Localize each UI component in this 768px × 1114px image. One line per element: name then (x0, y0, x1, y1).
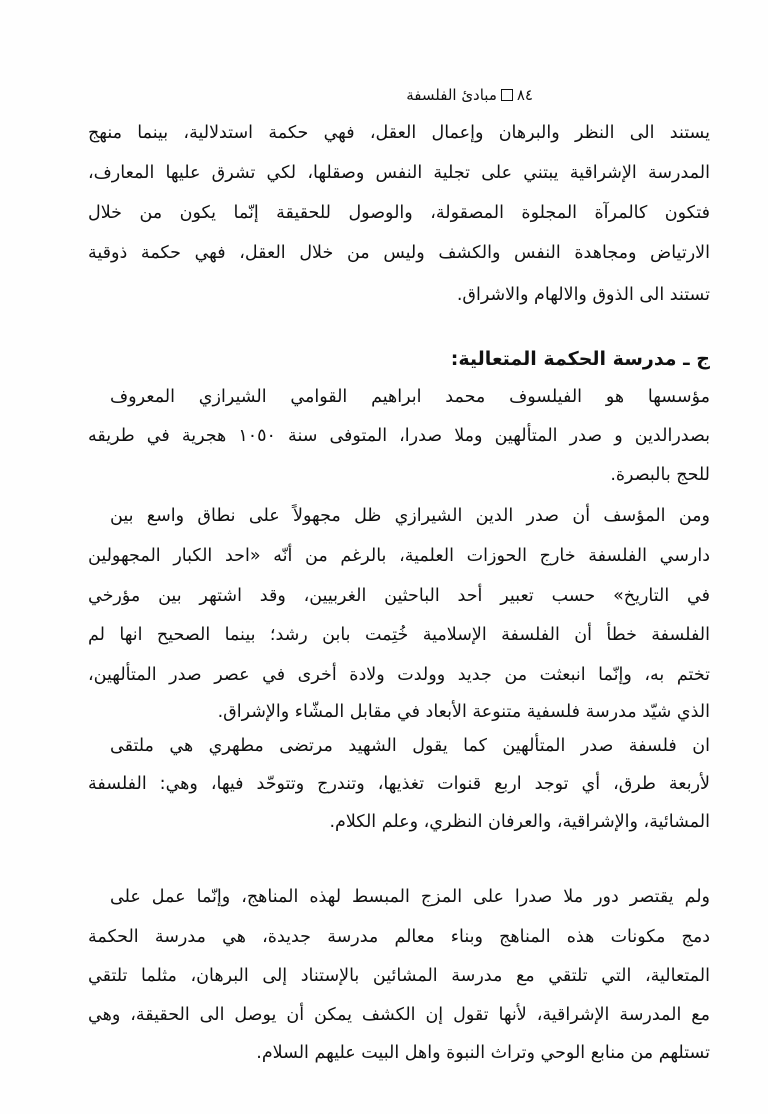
paragraph-5-line: تستلهم من منابع الوحي وتراث النبوة واهل البيت عليهم السلام. (256, 1043, 710, 1063)
paragraph-2-line: للحج بالبصرة. (610, 465, 710, 485)
paragraph-3-line: ومن المؤسف أن صدر الدين الشيرازي ظل مجهولاً على نطاق واسع بين (110, 506, 710, 526)
paragraph-5-line: دمج مكونات هذه المناهج وبناء معالم مدرسة جديدة، هي مدرسة الحكمة (88, 927, 710, 947)
running-header (406, 86, 533, 104)
paragraph-1-line: فتكون كالمرآة المجلوة المصقولة، والوصول للحقيقة إنّما يكون من خلال (88, 203, 710, 223)
paragraph-3-line: تختم به، وإنّما انبعثت من جديد وولدت ولادة أخرى في عصر صدر المتألهين، (88, 665, 710, 685)
paragraph-5-line: المتعالية، التي تلتقي مع مدرسة المشائين بالإستناد إلى البرهان، مثلما تلتقي (88, 966, 710, 986)
paragraph-1-line: المدرسة الإشراقية يبتني على تجلية النفس وصقلها، لكي تشرق عليها المعارف، (88, 163, 710, 183)
paragraph-1-line: تستند الى الذوق والالهام والاشراق. (456, 285, 710, 305)
paragraph-3-line: الذي شيّد مدرسة فلسفية متنوعة الأبعاد في مقابل المشّاء والإشراق. (217, 702, 710, 722)
paragraph-5-line: مع المدرسة الإشراقية، لأنها تقول إن الكشف يمكن أن يوصل الى الحقيقة، وهي (88, 1005, 710, 1025)
book-title: مبادئ الفلسفة (406, 86, 497, 104)
page-number: ٨٤ (516, 86, 533, 104)
paragraph-2-line: مؤسسها هو الفيلسوف محمد ابراهيم القوامي الشيرازي المعروف (110, 387, 710, 407)
paragraph-2-line: بصدرالدين و صدر المتألهين وملا صدرا، المتوفى سنة ١٠٥٠ هجرية في طريقه (88, 426, 710, 446)
paragraph-1-line: يستند الى النظر والبرهان وإعمال العقل، فهي حكمة استدلالية، بينما منهج (88, 123, 710, 143)
paragraph-3-line: في التاريخ» حسب تعبير أحد الباحثين الغربيين، وقد اشتهر بين مؤرخي (88, 586, 710, 606)
paragraph-3-line: الفلسفة خطأ أن الفلسفة الإسلامية خُتِمت بابن رشد؛ بينما الصحيح انها لم (88, 625, 710, 645)
paragraph-4-line: ان فلسفة صدر المتألهين كما يقول الشهيد مرتضى مطهري هي ملتقى (110, 736, 710, 756)
paragraph-5-line: ولم يقتصر دور ملا صدرا على المزج المبسط لهذه المناهج، وإنّما عمل على (110, 887, 710, 907)
paragraph-3-line: دارسي الفلسفة خارج الحوزات العلمية، بالرغم من أنّه «احد الكبار المجهولين (88, 546, 710, 566)
paragraph-4-line: لأربعة طرق، أي توجد اربع قنوات تغذيها، وتندرج وتتوحّد فيها، وهي: الفلسفة (88, 774, 710, 794)
square-separator-icon (501, 89, 513, 101)
paragraph-4-line: المشائية، والإشراقية، والعرفان النظري، وعلم الكلام. (329, 812, 710, 832)
section-heading: ج ـ مدرسة الحكمة المتعالية: (450, 348, 710, 370)
paragraph-1-line: الارتياض ومجاهدة النفس والكشف وليس من خلال العقل، فهي حكمة ذوقية (88, 243, 710, 263)
